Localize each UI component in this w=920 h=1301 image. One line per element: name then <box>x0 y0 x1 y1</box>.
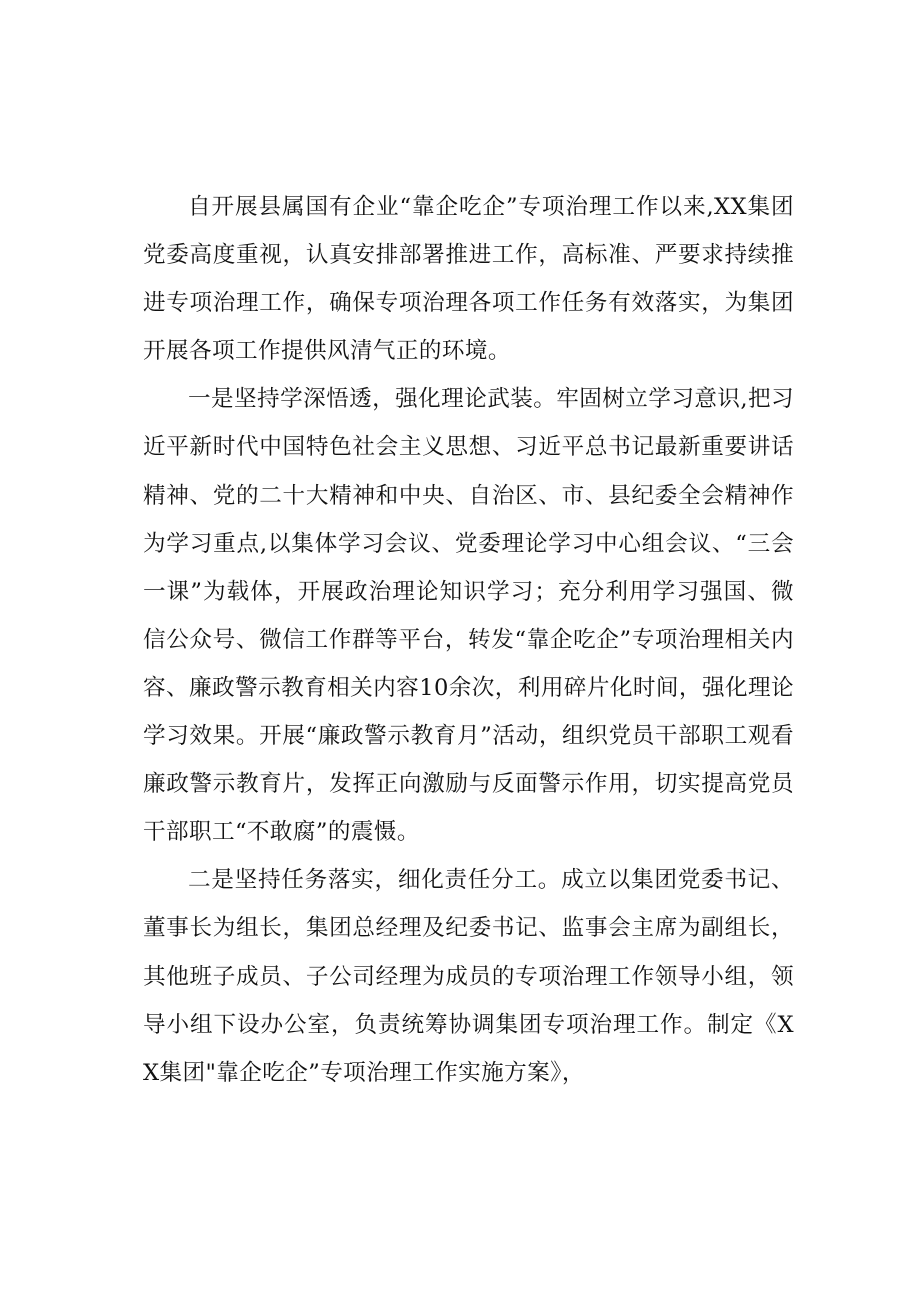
paragraph-intro: 自开展县属国有企业“靠企吃企”专项治理工作以来,XX集团党委高度重视，认真安排部署推进工作，高标准、严要求持续推进专项治理工作，确保专项治理各项工作任务有效落实，为集团开展各项工作提供风清气正的环境。 <box>143 194 794 365</box>
document-body <box>143 183 794 1097</box>
paragraph-theory-study: 一是坚持学深悟透，强化理论武装。牢固树立学习意识,把习近平新时代中国特色社会主义思想、习近平总书记最新重要讲话精神、党的二十大精神和中央、自治区、市、县纪委全会精神作为学习重点,以集体学习会议、党委理论学习中心组会议、“三会一课”为载体，开展政治理论知识学习；充分利用学习强国、微信公众号、微信工作群等平台，转发“靠企吃企”专项治理相关内容、廉政警示教育相关内容10余次，利用碎片化时间，强化理论学习效果。开展“廉政警示教育月”活动，组织党员干部职工观看廉政警示教育片，发挥正向激励与反面警示作用，切实提高党员干部职工“不敢腐”的震慑。 <box>143 386 795 846</box>
paragraph-task-implementation: 二是坚持任务落实，细化责任分工。成立以集团党委书记、董事长为组长，集团总经理及纪委书记、监事会主席为副组长，其他班子成员、子公司经理为成员的专项治理工作领导小组，领导小组下设办公室，负责统筹协调集团专项治理工作。制定《XX集团"靠企吃企”专项治理工作实施方案》， <box>143 867 794 1086</box>
